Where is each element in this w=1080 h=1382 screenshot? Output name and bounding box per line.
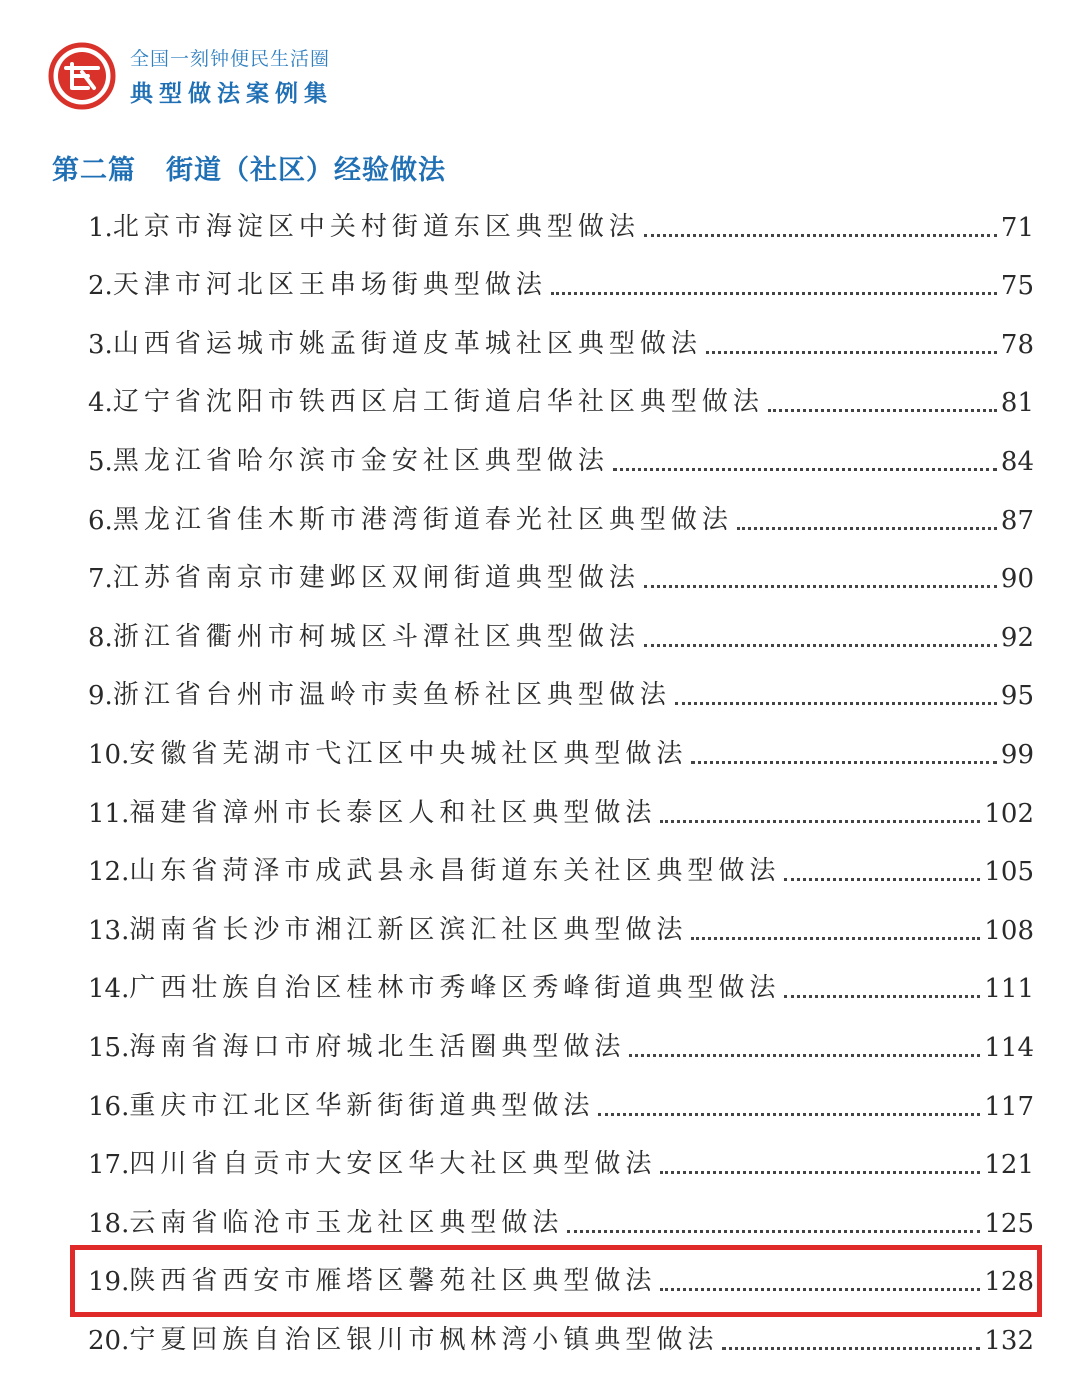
toc-entry-number: 18. — [88, 1208, 130, 1239]
toc-entry-title: 江苏省南京市建邺区双闸街道典型做法 — [112, 563, 640, 594]
toc-entry-number: 14. — [88, 974, 130, 1005]
toc-leader-dots — [784, 878, 980, 881]
toc-entry[interactable] — [88, 430, 1034, 489]
toc-entry-number: 12. — [88, 857, 130, 888]
toc-entry[interactable] — [88, 1309, 1034, 1368]
toc-entry-number: 5. — [88, 446, 113, 477]
toc-entry-title: 福建省漳州市长泰区人和社区典型做法 — [129, 797, 657, 828]
toc-leader-dots — [706, 351, 997, 354]
toc-entry-number: 11. — [88, 798, 130, 829]
toc-entry-title: 云南省临沧市玉龙社区典型做法 — [129, 1207, 564, 1238]
toc-entry-number: 8. — [88, 622, 113, 653]
toc-entry-number: 2. — [88, 271, 113, 302]
toc-leader-dots — [598, 1113, 980, 1116]
toc-entry-title: 黑龙江省哈尔滨市金安社区典型做法 — [112, 445, 609, 476]
toc-entry-title: 北京市海淀区中关村街道东区典型做法 — [112, 211, 640, 242]
toc-entry[interactable] — [88, 372, 1034, 431]
toc-entry-page: 90 — [1000, 564, 1034, 595]
toc-entry[interactable] — [88, 665, 1034, 724]
toc-entry-title: 辽宁省沈阳市铁西区启工街道启华社区典型做法 — [112, 387, 764, 418]
toc-leader-dots — [629, 1054, 980, 1057]
toc-entry-page: 75 — [1000, 271, 1034, 302]
toc-entry-title: 湖南省长沙市湘江新区滨汇社区典型做法 — [129, 914, 688, 945]
toc-entry-number: 13. — [88, 915, 130, 946]
toc-entry-title: 山东省菏泽市成武县永昌街道东关社区典型做法 — [129, 856, 781, 887]
toc-entry-title: 安徽省芜湖市弋江区中央城社区典型做法 — [129, 738, 688, 769]
toc-entry-page: 71 — [1000, 212, 1034, 243]
toc-leader-dots — [644, 644, 997, 647]
seal-logo-icon — [48, 42, 116, 110]
toc-entry-page: 95 — [1000, 681, 1034, 712]
toc-entry-page: 102 — [984, 798, 1034, 829]
toc-entry-number: 9. — [88, 681, 113, 712]
toc-entry[interactable] — [88, 1016, 1034, 1075]
toc-entry-page: 99 — [1000, 739, 1034, 770]
toc-entry-number: 10. — [88, 739, 130, 770]
toc-entry[interactable] — [88, 782, 1034, 841]
toc-entry-number: 6. — [88, 505, 113, 536]
toc-leader-dots — [737, 527, 997, 530]
toc-entry-title: 陕西省西安市雁塔区馨苑社区典型做法 — [129, 1266, 657, 1297]
toc-entry-title: 山西省运城市姚孟街道皮革城社区典型做法 — [112, 328, 702, 359]
toc-entry-number: 4. — [88, 388, 113, 419]
toc-leader-dots — [567, 1230, 980, 1233]
toc-entry[interactable] — [88, 313, 1034, 372]
toc-entry-title: 浙江省衢州市柯城区斗潭社区典型做法 — [112, 621, 640, 652]
toc-leader-dots — [784, 995, 980, 998]
toc-leader-dots — [722, 1347, 980, 1350]
toc-entry[interactable] — [88, 548, 1034, 607]
toc-entry-number: 17. — [88, 1150, 130, 1181]
document-header — [48, 40, 333, 112]
toc-leader-dots — [644, 234, 997, 237]
toc-entry-page: 105 — [984, 857, 1034, 888]
toc-leader-dots — [660, 820, 980, 823]
toc-entry-title: 广西壮族自治区桂林市秀峰区秀峰街道典型做法 — [129, 973, 781, 1004]
toc-entry-page: 84 — [1000, 446, 1034, 477]
toc-entry[interactable] — [88, 1134, 1034, 1193]
toc-entry-page: 108 — [984, 915, 1034, 946]
toc-entry-number: 20. — [88, 1325, 130, 1356]
toc-entry[interactable] — [88, 1075, 1034, 1134]
toc-leader-dots — [691, 937, 980, 940]
section-title — [52, 148, 446, 187]
toc-entry-title: 黑龙江省佳木斯市港湾街道春光社区典型做法 — [112, 504, 733, 535]
toc-entry-title: 海南省海口市府城北生活圈典型做法 — [129, 1031, 626, 1062]
toc-entry-title: 浙江省台州市温岭市卖鱼桥社区典型做法 — [112, 680, 671, 711]
toc-entry[interactable] — [88, 255, 1034, 314]
toc-entry-number: 3. — [88, 329, 113, 360]
toc-entry[interactable] — [88, 899, 1034, 958]
header-text — [130, 44, 333, 108]
toc-entry-page: 128 — [984, 1267, 1034, 1298]
toc-entry-number: 7. — [88, 564, 113, 595]
toc-entry[interactable] — [88, 723, 1034, 782]
toc-entry-page: 87 — [1000, 505, 1034, 536]
toc-leader-dots — [768, 409, 997, 412]
toc-entry[interactable] — [88, 841, 1034, 900]
toc-entry-title: 重庆市江北区华新街街道典型做法 — [129, 1090, 595, 1121]
section-heading: 街道（社区）经验做法 — [166, 155, 446, 186]
toc-entry-page: 125 — [984, 1208, 1034, 1239]
toc-entry-page: 132 — [984, 1325, 1034, 1356]
toc-leader-dots — [691, 761, 997, 764]
toc-entry-title: 宁夏回族自治区银川市枫林湾小镇典型做法 — [129, 1324, 719, 1355]
toc-entry-page: 114 — [984, 1032, 1034, 1063]
toc-entry-page: 121 — [984, 1150, 1034, 1181]
toc-entry-page: 78 — [1000, 329, 1034, 360]
toc-entry-title: 天津市河北区王串场街典型做法 — [112, 270, 547, 301]
toc-leader-dots — [660, 1171, 980, 1174]
toc-entry[interactable] — [88, 606, 1034, 665]
toc-entry-number: 16. — [88, 1091, 130, 1122]
toc-leader-dots — [675, 702, 997, 705]
toc-entry-number: 19. — [88, 1267, 130, 1298]
table-of-contents — [88, 196, 1034, 1368]
toc-entry-title: 四川省自贡市大安区华大社区典型做法 — [129, 1149, 657, 1180]
section-part: 第二篇 — [52, 155, 136, 186]
header-title: 典型做法案例集 — [130, 81, 333, 107]
toc-leader-dots — [613, 468, 997, 471]
toc-leader-dots — [551, 292, 997, 295]
toc-entry-page: 117 — [984, 1091, 1034, 1122]
toc-entry[interactable] — [88, 489, 1034, 548]
toc-entry[interactable] — [88, 958, 1034, 1017]
toc-entry-page: 92 — [1000, 622, 1034, 653]
toc-entry-page: 81 — [1000, 388, 1034, 419]
toc-entry-page: 111 — [984, 974, 1034, 1005]
toc-entry[interactable] — [88, 1192, 1034, 1251]
toc-entry[interactable] — [88, 196, 1034, 255]
toc-leader-dots — [644, 585, 997, 588]
header-subtitle: 全国一刻钟便民生活圈 — [130, 48, 331, 70]
toc-entry-number: 1. — [88, 212, 113, 243]
highlight-box — [70, 1245, 1042, 1317]
toc-entry-number: 15. — [88, 1032, 130, 1063]
